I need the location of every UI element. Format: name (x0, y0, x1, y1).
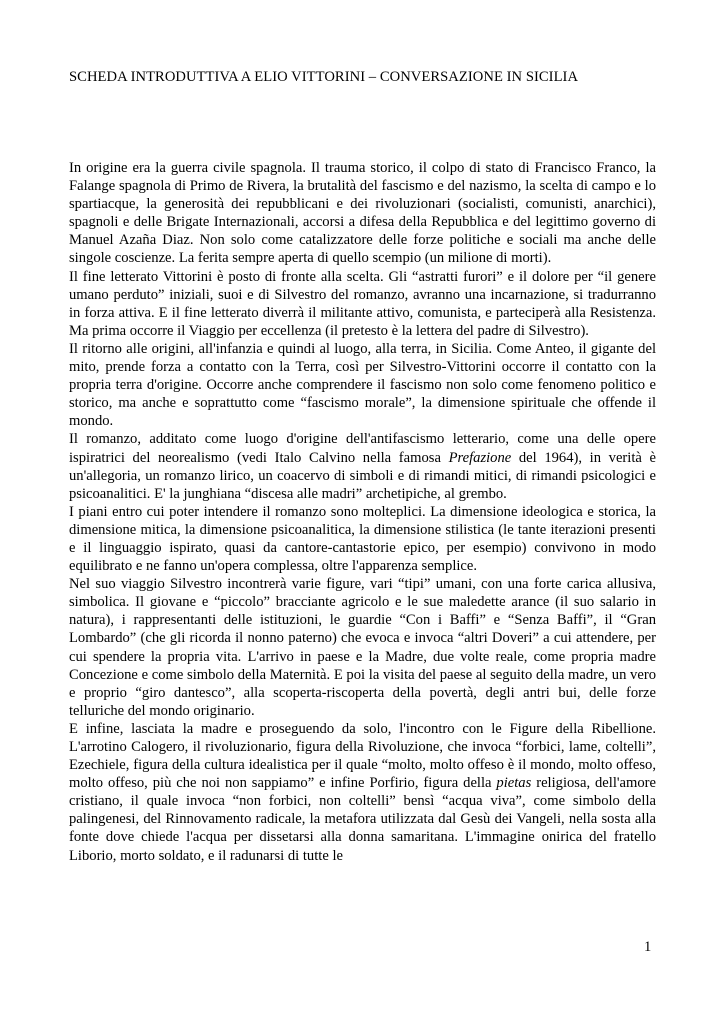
text-segment: In origine era la guerra civile spagnola. Il trauma storico, il colpo di stato di Francisco Franco, la Falange spagnola di Primo de Rivera, la brutalità del fascismo e del nazismo, la scelta di campo e lo spartiacque, la generosità dei repubblicani e dei rivoluzionari (socialisti, comunisti, anarchici), spagnoli e delle Brigate Internazionali, accorsi a difesa della Repubblica e del legittimo governo di Manuel Azaña Diaz. Non solo come catalizzatore delle forze politiche e sociali ma anche delle singole coscienze. La ferita sempre aperta di quello scempio (un milione di morti). (69, 160, 656, 267)
page-title: SCHEDA INTRODUTTIVA A ELIO VITTORINI – CONVERSAZIONE IN SICILIA (69, 69, 579, 85)
text-segment: Il ritorno alle origini, all'infanzia e quindi al luogo, alla terra, in Sicilia. Come Anteo, il gigante del mito, prende forza a contatto con la Terra, così per Silvestro-Vittorini occorre il contatto con la propria terra d'origine. Occorre anche comprendere il fascismo non solo come fenomeno politico e storico, ma anche e soprattutto come “fascismo morale”, la dimensione spirituale che offende il mondo. (69, 340, 656, 430)
text-segment: del 1964), in verità è un'allegoria, un romanzo lirico, un coacervo di simboli e di rimandi mitici, di rimandi psicologici e psicoanalitici. E' la junghiana “discesa alle madri” archetipiche, al grembo. (69, 449, 656, 502)
paragraph (69, 340, 656, 430)
paragraph (69, 159, 656, 268)
italic-text: pietas (496, 775, 532, 792)
body-text (69, 159, 656, 865)
paragraph (69, 720, 656, 865)
text-segment: Il fine letterato Vittorini è posto di fronte alla scelta. Gli “astratti furori” e il dolore per “il genere umano perduto” iniziali, suoi e di Silvestro del romanzo, avranno una incarnazione, si tradurranno in forza attiva. E il fine letterato diverrà il militante attivo, comunista, e parteciperà alla Resistenza. Ma prima occorre il Viaggio per eccellenza (il pretesto è la lettera del padre di Silvestro). (69, 268, 656, 339)
page-number: 1 (644, 939, 652, 955)
text-segment: Nel suo viaggio Silvestro incontrerà varie figure, vari “tipi” umani, con una forte carica allusiva, simbolica. Il giovane e “piccolo” bracciante agricolo e le sue maledette arance (il suo salario in natura), i rappresentanti delle istituzioni, le guardie “Con i Baffi” e “Senza Baffi”, il “Gran Lombardo” (che gli ricorda il nonno paterno) che evoca e invoca “altri Doveri” a cui attendere, per cui spendere la propria vita. L'arrivo in paese e la Madre, due volte reale, come propria madre Concezione e come simbolo della Maternità. E poi la visita del paese al seguito della madre, un vero e proprio “giro dantesco”, alla scoperta-riscoperta della povertà, degli antri bui, delle forze telluriche del mondo originario. (69, 576, 656, 719)
italic-text: Prefazione (448, 449, 512, 466)
paragraph (69, 503, 656, 575)
paragraph (69, 268, 656, 340)
text-segment: Il romanzo, additato come luogo d'origine dell'antifascismo letterario, come una delle opere ispiratrici del neorealismo (vedi Italo Calvino nella famosa (69, 431, 656, 466)
paragraph (69, 575, 656, 720)
paragraph (69, 430, 656, 502)
text-segment: E infine, lasciata la madre e proseguendo da solo, l'incontro con le Figure della Ribellione. L'arrotino Calogero, il rivoluzionario, figura della Rivoluzione, che invoca “forbici, lame, coltelli”, Ezechiele, figura della cultura idealistica per il quale “molto, molto offeso è il mondo, molto offeso, molto offeso, più che noi non sappiamo” e infine Porfirio, figura della (69, 720, 656, 792)
text-segment: religiosa, dell'amore cristiano, il quale invoca “non forbici, non coltelli” bensì “acqua viva”, come simbolo della palingenesi, del Rinnovamento radicale, la metafora utilizzata dal Gesù dei Vangeli, nella sosta alla fonte dove chiede l'acqua per dissetarsi alla donna samaritana. L'immagine onirica del fratello Liborio, morto soldato, e il radunarsi di tutte le (69, 775, 656, 864)
text-segment: I piani entro cui poter intendere il romanzo sono molteplici. La dimensione ideologica e storica, la dimensione mitica, la dimensione psicoanalitica, la dimensione stilistica (le tante iterazioni presenti e il linguaggio ispirato, quasi da cantore-cantastorie epico, per esempio) convivono in modo equilibrato e ne fanno un'opera complessa, oltre l'apparenza semplice. (69, 503, 656, 575)
